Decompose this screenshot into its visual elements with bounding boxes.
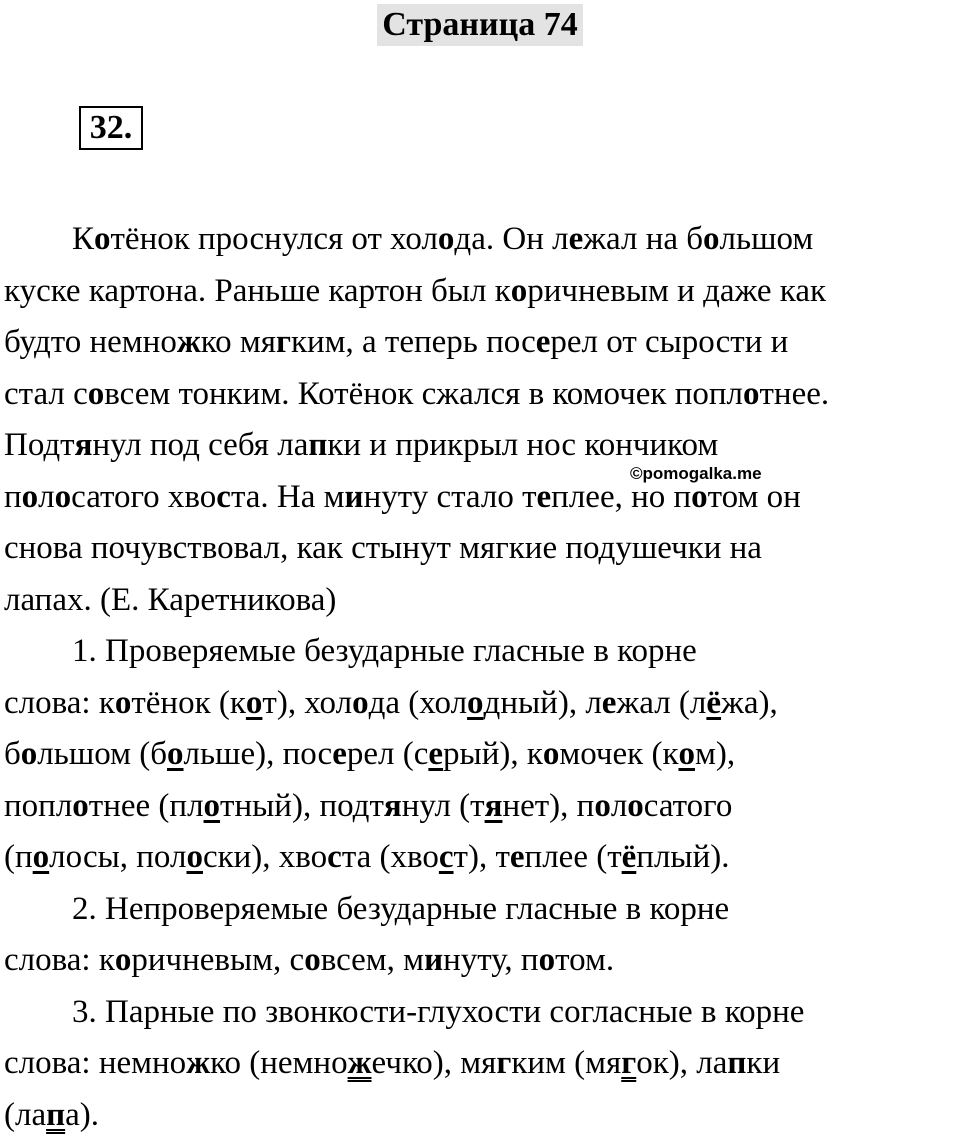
section-line: (лапа). bbox=[4, 1090, 952, 1141]
text-line: стал совсем тонким. Котёнок сжался в комочек поплотнее. bbox=[4, 369, 952, 421]
section-heading: 1. Проверяемые безударные гласные в корне bbox=[4, 626, 952, 678]
dictation-text bbox=[4, 214, 952, 626]
section-line: слова: котёнок (кот), холода (холодный), лежал (лёжа), bbox=[4, 678, 952, 730]
section-heading: 3. Парные по звонкости-глухости согласные в корне bbox=[4, 987, 952, 1039]
section-line: большом (больше), посерел (серый), комочек (ком), bbox=[4, 729, 952, 781]
page-title: Страница 74 bbox=[377, 4, 582, 46]
text-line: будто немножко мягким, а теперь посерел от сырости и bbox=[4, 317, 952, 369]
section-checked-vowels bbox=[4, 626, 952, 884]
section-line: поплотнее (плотный), подтянул (тянет), полосатого bbox=[4, 781, 952, 833]
text-line: полосатого хвоста. На минуту стало теплее, но потом он bbox=[4, 472, 952, 524]
text-line: куске картона. Раньше картон был коричневым и даже как bbox=[4, 266, 952, 318]
document-body bbox=[4, 214, 952, 1141]
text-line: лапах. (Е. Каретникова) bbox=[4, 575, 952, 627]
task-number-suffix: . bbox=[124, 109, 133, 146]
task-number-box bbox=[79, 106, 143, 150]
text-line: Котёнок проснулся от холода. Он лежал на большом bbox=[4, 214, 952, 266]
section-line: слова: коричневым, совсем, минуту, потом. bbox=[4, 935, 952, 987]
task-number: 32 bbox=[90, 109, 124, 146]
watermark: ©pomogalka.me bbox=[630, 464, 762, 484]
section-heading: 2. Непроверяемые безударные гласные в корне bbox=[4, 884, 952, 936]
text-line: снова почувствовал, как стынут мягкие подушечки на bbox=[4, 523, 952, 575]
page-header bbox=[0, 4, 960, 46]
section-paired-consonants bbox=[4, 987, 952, 1141]
section-unchecked-vowels bbox=[4, 884, 952, 987]
section-line: слова: немножко (немножечко), мягким (мягок), лапки bbox=[4, 1038, 952, 1090]
section-line: (полосы, полоски), хвоста (хвост), теплее (тёплый). bbox=[4, 832, 952, 884]
text-line: Подтянул под себя лапки и прикрыл нос кончиком bbox=[4, 420, 952, 472]
